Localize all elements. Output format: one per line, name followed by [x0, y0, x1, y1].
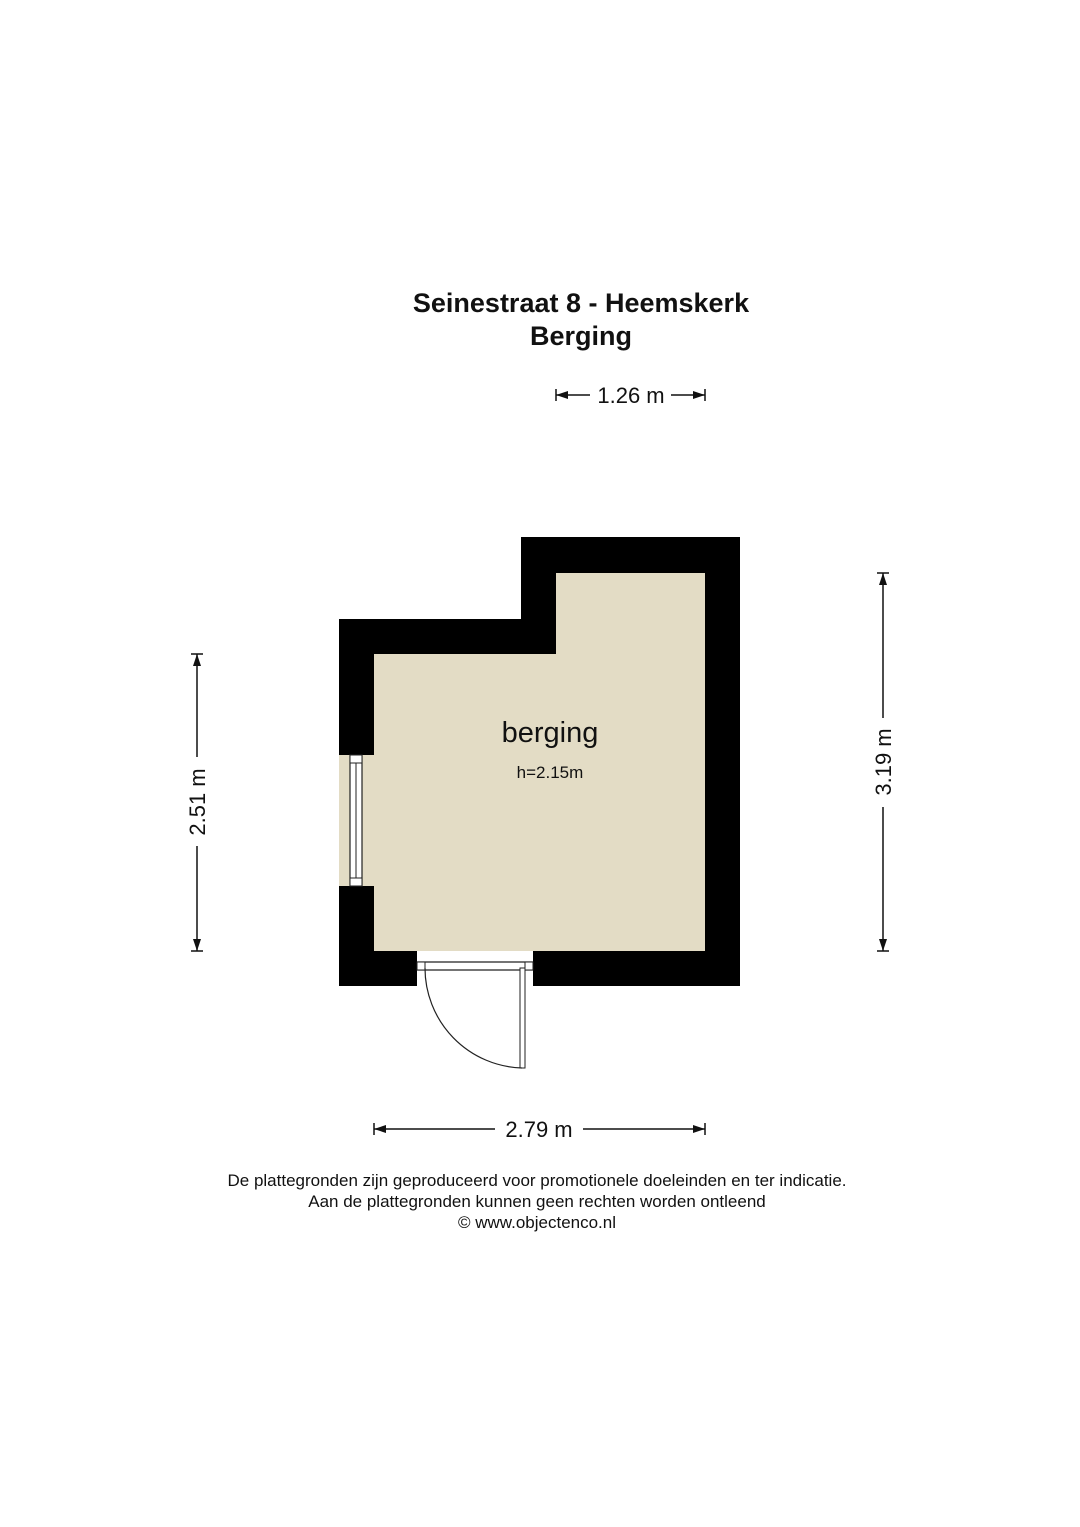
room-name-label: berging: [501, 717, 599, 749]
disclaimer-line-1: De plattegronden zijn geproduceerd voor promotionele doeleinden en ter indicatie.: [227, 1171, 847, 1190]
dimension-top-label: 1.26 m: [597, 383, 665, 408]
dimension-right: [871, 573, 896, 951]
dimension-bottom: [374, 1117, 705, 1142]
dimension-right-label: 3.19 m: [871, 728, 896, 796]
plan-address-title: Seinestraat 8 - Heemskerk: [412, 288, 750, 318]
copyright-line: © www.objectenco.nl: [457, 1213, 617, 1232]
room-height-label: h=2.15m: [516, 763, 584, 782]
plan-floor-title: Berging: [529, 321, 632, 351]
dimension-bottom-label: 2.79 m: [505, 1117, 573, 1142]
door: [417, 951, 533, 1068]
dimension-left-label: 2.51 m: [185, 768, 210, 836]
window: [339, 755, 374, 886]
dimension-top: [556, 383, 705, 408]
disclaimer-line-2: Aan de plattegronden kunnen geen rechten worden ontleend: [308, 1192, 766, 1211]
dimension-left: [185, 654, 210, 951]
